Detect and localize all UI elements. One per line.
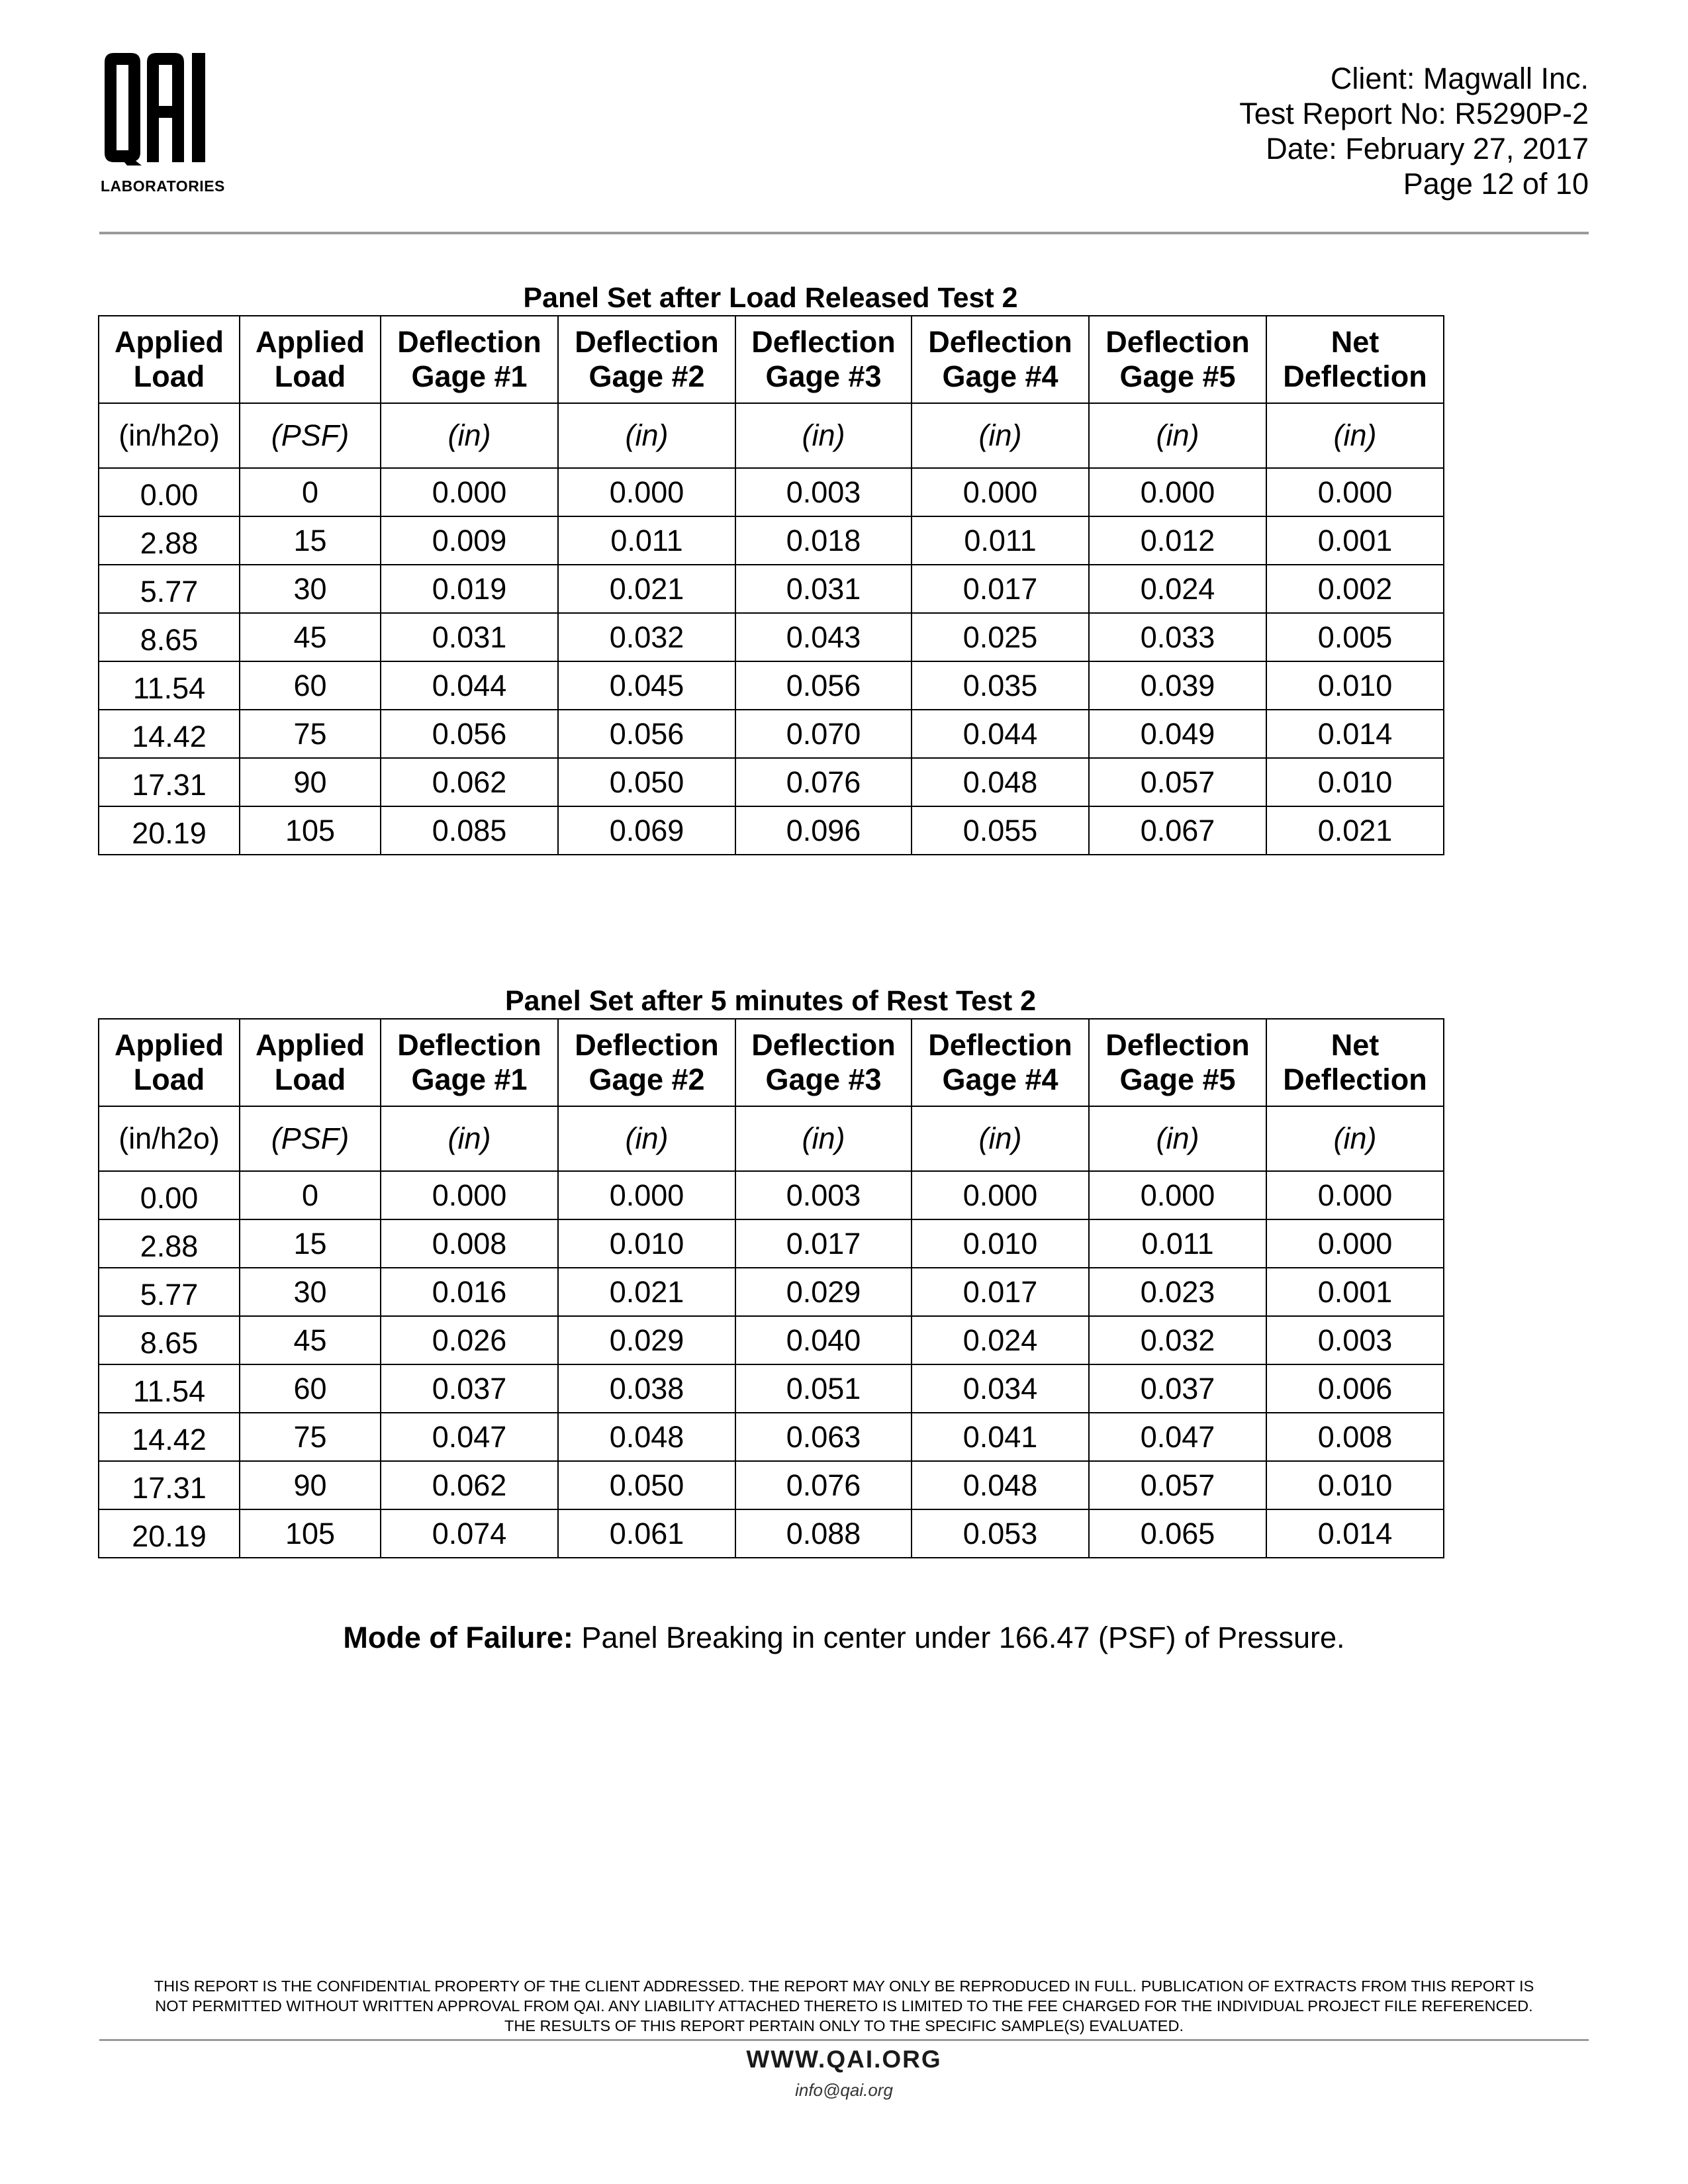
table-cell: 105 <box>240 806 381 855</box>
unit-cell: (PSF) <box>240 403 381 468</box>
table-cell: 0.048 <box>912 1461 1089 1509</box>
column-header: Net Deflection <box>1266 316 1444 403</box>
table-cell: 0.024 <box>912 1316 1089 1364</box>
table-cell: 17.31 <box>99 1461 240 1509</box>
table-cell: 0.00 <box>99 468 240 516</box>
table-cell: 0.012 <box>1089 516 1266 565</box>
column-header: Deflection Gage #1 <box>381 316 558 403</box>
table-cell: 17.31 <box>99 758 240 806</box>
mode-of-failure <box>0 1621 1688 1655</box>
failure-text: Panel Breaking in center under 166.47 (PSF) of Pressure. <box>573 1621 1345 1654</box>
table-cell: 5.77 <box>99 1268 240 1316</box>
table-cell: 0.014 <box>1266 1509 1444 1558</box>
table-cell: 0.053 <box>912 1509 1089 1558</box>
table-cell: 0.034 <box>912 1364 1089 1413</box>
table-cell: 0.003 <box>735 468 912 516</box>
table-row <box>99 565 1444 613</box>
header-row <box>99 316 1444 403</box>
table-cell: 14.42 <box>99 710 240 758</box>
table-cell: 15 <box>240 516 381 565</box>
table-cell: 0.031 <box>381 613 558 661</box>
header-divider <box>99 232 1589 234</box>
table-cell: 0.057 <box>1089 1461 1266 1509</box>
table-cell: 0.014 <box>1266 710 1444 758</box>
logo-text: QAI <box>99 53 101 54</box>
table-cell: 0.044 <box>381 661 558 710</box>
table-cell: 15 <box>240 1219 381 1268</box>
table-cell: 0.051 <box>735 1364 912 1413</box>
table-after-rest <box>98 984 1443 1558</box>
logo-subtext: LABORATORIES <box>101 177 225 195</box>
table-cell: 0.037 <box>381 1364 558 1413</box>
unit-cell: (in) <box>1266 1106 1444 1171</box>
unit-cell: (in) <box>912 1106 1089 1171</box>
table-cell: 60 <box>240 1364 381 1413</box>
table-cell: 0.069 <box>558 806 735 855</box>
table-row <box>99 1364 1444 1413</box>
table-cell: 75 <box>240 710 381 758</box>
failure-label: Mode of Failure: <box>343 1621 573 1654</box>
table-cell: 0.023 <box>1089 1268 1266 1316</box>
column-header: Deflection Gage #4 <box>912 316 1089 403</box>
table-cell: 0.049 <box>1089 710 1266 758</box>
table-cell: 0.061 <box>558 1509 735 1558</box>
table-cell: 0.000 <box>1089 1171 1266 1219</box>
column-header: Deflection Gage #2 <box>558 316 735 403</box>
unit-cell: (in) <box>735 1106 912 1171</box>
table-cell: 0.033 <box>1089 613 1266 661</box>
table-cell: 0.029 <box>558 1316 735 1364</box>
table-cell: 0.000 <box>1266 1171 1444 1219</box>
column-header: Applied Load <box>240 316 381 403</box>
column-header: Deflection Gage #3 <box>735 316 912 403</box>
table-cell: 90 <box>240 758 381 806</box>
table-cell: 0.048 <box>558 1413 735 1461</box>
table-cell: 0.038 <box>558 1364 735 1413</box>
table-cell: 0.000 <box>1089 468 1266 516</box>
table-cell: 0.000 <box>381 468 558 516</box>
table-cell: 0.055 <box>912 806 1089 855</box>
unit-cell: (in) <box>381 403 558 468</box>
table-cell: 0.039 <box>1089 661 1266 710</box>
table-cell: 0.011 <box>558 516 735 565</box>
table-cell: 0.001 <box>1266 1268 1444 1316</box>
table-cell: 0.000 <box>381 1171 558 1219</box>
units-row <box>99 403 1444 468</box>
table-cell: 45 <box>240 1316 381 1364</box>
table-cell: 0.011 <box>912 516 1089 565</box>
table-cell: 0.018 <box>735 516 912 565</box>
table-cell: 0.047 <box>381 1413 558 1461</box>
table-cell: 0.017 <box>912 565 1089 613</box>
table-cell: 0.043 <box>735 613 912 661</box>
qai-logo <box>99 53 232 199</box>
units-row <box>99 1106 1444 1171</box>
table-cell: 0.008 <box>1266 1413 1444 1461</box>
table-row <box>99 806 1444 855</box>
column-header: Deflection Gage #5 <box>1089 316 1266 403</box>
table-cell: 0.062 <box>381 758 558 806</box>
client-name: Client: Magwall Inc. <box>1330 62 1589 95</box>
table-cell: 2.88 <box>99 516 240 565</box>
table-cell: 0.002 <box>1266 565 1444 613</box>
table-cell: 0.031 <box>735 565 912 613</box>
deflection-table <box>98 1018 1444 1558</box>
table-row <box>99 1171 1444 1219</box>
unit-cell: (in) <box>558 1106 735 1171</box>
table-cell: 0.040 <box>735 1316 912 1364</box>
table-cell: 0.010 <box>1266 758 1444 806</box>
table-cell: 0.045 <box>558 661 735 710</box>
table-cell: 0.016 <box>381 1268 558 1316</box>
website-link[interactable]: WWW.QAI.ORG <box>746 2046 942 2073</box>
table-cell: 0.029 <box>735 1268 912 1316</box>
table-cell: 0.065 <box>1089 1509 1266 1558</box>
table-cell: 45 <box>240 613 381 661</box>
column-header: Deflection Gage #5 <box>1089 1019 1266 1106</box>
table-cell: 0.00 <box>99 1171 240 1219</box>
table-row <box>99 613 1444 661</box>
table-load-released <box>98 281 1443 855</box>
column-header: Deflection Gage #3 <box>735 1019 912 1106</box>
header-row <box>99 1019 1444 1106</box>
unit-cell: (in/h2o) <box>99 403 240 468</box>
table-cell: 0.063 <box>735 1413 912 1461</box>
table-cell: 90 <box>240 1461 381 1509</box>
table-cell: 0.021 <box>1266 806 1444 855</box>
table-row <box>99 661 1444 710</box>
table-cell: 0.050 <box>558 1461 735 1509</box>
table-row <box>99 1268 1444 1316</box>
table-cell: 0.021 <box>558 1268 735 1316</box>
table-cell: 0.076 <box>735 758 912 806</box>
unit-cell: (in) <box>1089 403 1266 468</box>
column-header: Applied Load <box>99 1019 240 1106</box>
table-cell: 0.041 <box>912 1413 1089 1461</box>
table-cell: 0.056 <box>558 710 735 758</box>
table-cell: 0.057 <box>1089 758 1266 806</box>
email-link[interactable]: info@qai.org <box>795 2080 893 2100</box>
footer-divider <box>99 2039 1589 2041</box>
unit-cell: (in) <box>381 1106 558 1171</box>
table-cell: 0.010 <box>912 1219 1089 1268</box>
table-row <box>99 1413 1444 1461</box>
disclaimer-line: THE RESULTS OF THIS REPORT PERTAIN ONLY TO THE SPECIFIC SAMPLE(S) EVALUATED. <box>504 2017 1184 2034</box>
table-cell: 0.062 <box>381 1461 558 1509</box>
confidentiality-disclaimer <box>99 1976 1589 2036</box>
unit-cell: (in) <box>558 403 735 468</box>
table-cell: 20.19 <box>99 806 240 855</box>
table-cell: 0.000 <box>1266 468 1444 516</box>
table-title: Panel Set after 5 minutes of Rest Test 2 <box>504 985 1037 1017</box>
table-row <box>99 758 1444 806</box>
table-cell: 0.005 <box>1266 613 1444 661</box>
table-cell: 0.050 <box>558 758 735 806</box>
table-cell: 0.032 <box>558 613 735 661</box>
table-cell: 60 <box>240 661 381 710</box>
unit-cell: (PSF) <box>240 1106 381 1171</box>
table-cell: 0.056 <box>381 710 558 758</box>
column-header: Applied Load <box>240 1019 381 1106</box>
table-body <box>99 1171 1444 1558</box>
table-row <box>99 468 1444 516</box>
table-row <box>99 1219 1444 1268</box>
table-cell: 0.017 <box>912 1268 1089 1316</box>
table-cell: 0.085 <box>381 806 558 855</box>
table-cell: 75 <box>240 1413 381 1461</box>
table-cell: 0 <box>240 468 381 516</box>
table-cell: 0.008 <box>381 1219 558 1268</box>
table-row <box>99 1461 1444 1509</box>
column-header: Deflection Gage #1 <box>381 1019 558 1106</box>
table-cell: 20.19 <box>99 1509 240 1558</box>
unit-cell: (in) <box>735 403 912 468</box>
table-cell: 0.010 <box>1266 661 1444 710</box>
table-row <box>99 710 1444 758</box>
table-row <box>99 516 1444 565</box>
table-cell: 0.035 <box>912 661 1089 710</box>
table-cell: 0.010 <box>1266 1461 1444 1509</box>
deflection-table <box>98 315 1444 855</box>
table-cell: 5.77 <box>99 565 240 613</box>
column-header: Net Deflection <box>1266 1019 1444 1106</box>
table-cell: 0.021 <box>558 565 735 613</box>
unit-cell: (in) <box>1266 403 1444 468</box>
table-cell: 2.88 <box>99 1219 240 1268</box>
column-header: Deflection Gage #2 <box>558 1019 735 1106</box>
table-cell: 0.048 <box>912 758 1089 806</box>
table-title: Panel Set after Load Released Test 2 <box>523 282 1018 314</box>
table-cell: 0 <box>240 1171 381 1219</box>
table-cell: 0.037 <box>1089 1364 1266 1413</box>
table-cell: 0.003 <box>1266 1316 1444 1364</box>
table-cell: 0.044 <box>912 710 1089 758</box>
table-cell: 0.000 <box>558 1171 735 1219</box>
table-cell: 0.096 <box>735 806 912 855</box>
table-cell: 0.001 <box>1266 516 1444 565</box>
column-header: Deflection Gage #4 <box>912 1019 1089 1106</box>
table-cell: 0.026 <box>381 1316 558 1364</box>
table-row <box>99 1316 1444 1364</box>
table-cell: 105 <box>240 1509 381 1558</box>
table-cell: 0.017 <box>735 1219 912 1268</box>
table-cell: 0.056 <box>735 661 912 710</box>
table-cell: 14.42 <box>99 1413 240 1461</box>
table-cell: 0.010 <box>558 1219 735 1268</box>
qai-logo-icon <box>99 53 225 166</box>
table-body <box>99 468 1444 855</box>
table-cell: 30 <box>240 1268 381 1316</box>
disclaimer-line: NOT PERMITTED WITHOUT WRITTEN APPROVAL FROM QAI. ANY LIABILITY ATTACHED THERETO IS LIMITED TO THE FEE CHARGED FOR THE INDIVIDUAL PROJECT FILE REFERENCED. <box>155 1997 1533 2015</box>
table-cell: 0.025 <box>912 613 1089 661</box>
page-number: Page 12 of 10 <box>1403 167 1589 201</box>
table-row <box>99 1509 1444 1558</box>
unit-cell: (in) <box>1089 1106 1266 1171</box>
table-cell: 0.000 <box>558 468 735 516</box>
table-cell: 0.000 <box>1266 1219 1444 1268</box>
table-cell: 0.009 <box>381 516 558 565</box>
table-cell: 0.070 <box>735 710 912 758</box>
column-header: Applied Load <box>99 316 240 403</box>
table-cell: 0.088 <box>735 1509 912 1558</box>
table-cell: 0.011 <box>1089 1219 1266 1268</box>
table-cell: 0.019 <box>381 565 558 613</box>
table-cell: 0.074 <box>381 1509 558 1558</box>
table-cell: 8.65 <box>99 613 240 661</box>
table-cell: 11.54 <box>99 1364 240 1413</box>
report-number: Test Report No: R5290P-2 <box>1239 97 1589 130</box>
table-cell: 0.000 <box>912 1171 1089 1219</box>
table-cell: 0.076 <box>735 1461 912 1509</box>
table-cell: 8.65 <box>99 1316 240 1364</box>
table-cell: 0.067 <box>1089 806 1266 855</box>
disclaimer-line: THIS REPORT IS THE CONFIDENTIAL PROPERTY OF THE CLIENT ADDRESSED. THE REPORT MAY ONLY BE REPRODUCED IN FULL. PUBLICATION OF EXTRACTS FROM THIS REPORT IS <box>154 1977 1534 1995</box>
report-date: Date: February 27, 2017 <box>1266 132 1589 166</box>
report-info <box>1239 61 1589 201</box>
table-cell: 0.024 <box>1089 565 1266 613</box>
table-cell: 30 <box>240 565 381 613</box>
table-cell: 0.003 <box>735 1171 912 1219</box>
table-cell: 0.032 <box>1089 1316 1266 1364</box>
table-cell: 11.54 <box>99 661 240 710</box>
unit-cell: (in/h2o) <box>99 1106 240 1171</box>
table-cell: 0.047 <box>1089 1413 1266 1461</box>
unit-cell: (in) <box>912 403 1089 468</box>
table-cell: 0.000 <box>912 468 1089 516</box>
table-cell: 0.006 <box>1266 1364 1444 1413</box>
